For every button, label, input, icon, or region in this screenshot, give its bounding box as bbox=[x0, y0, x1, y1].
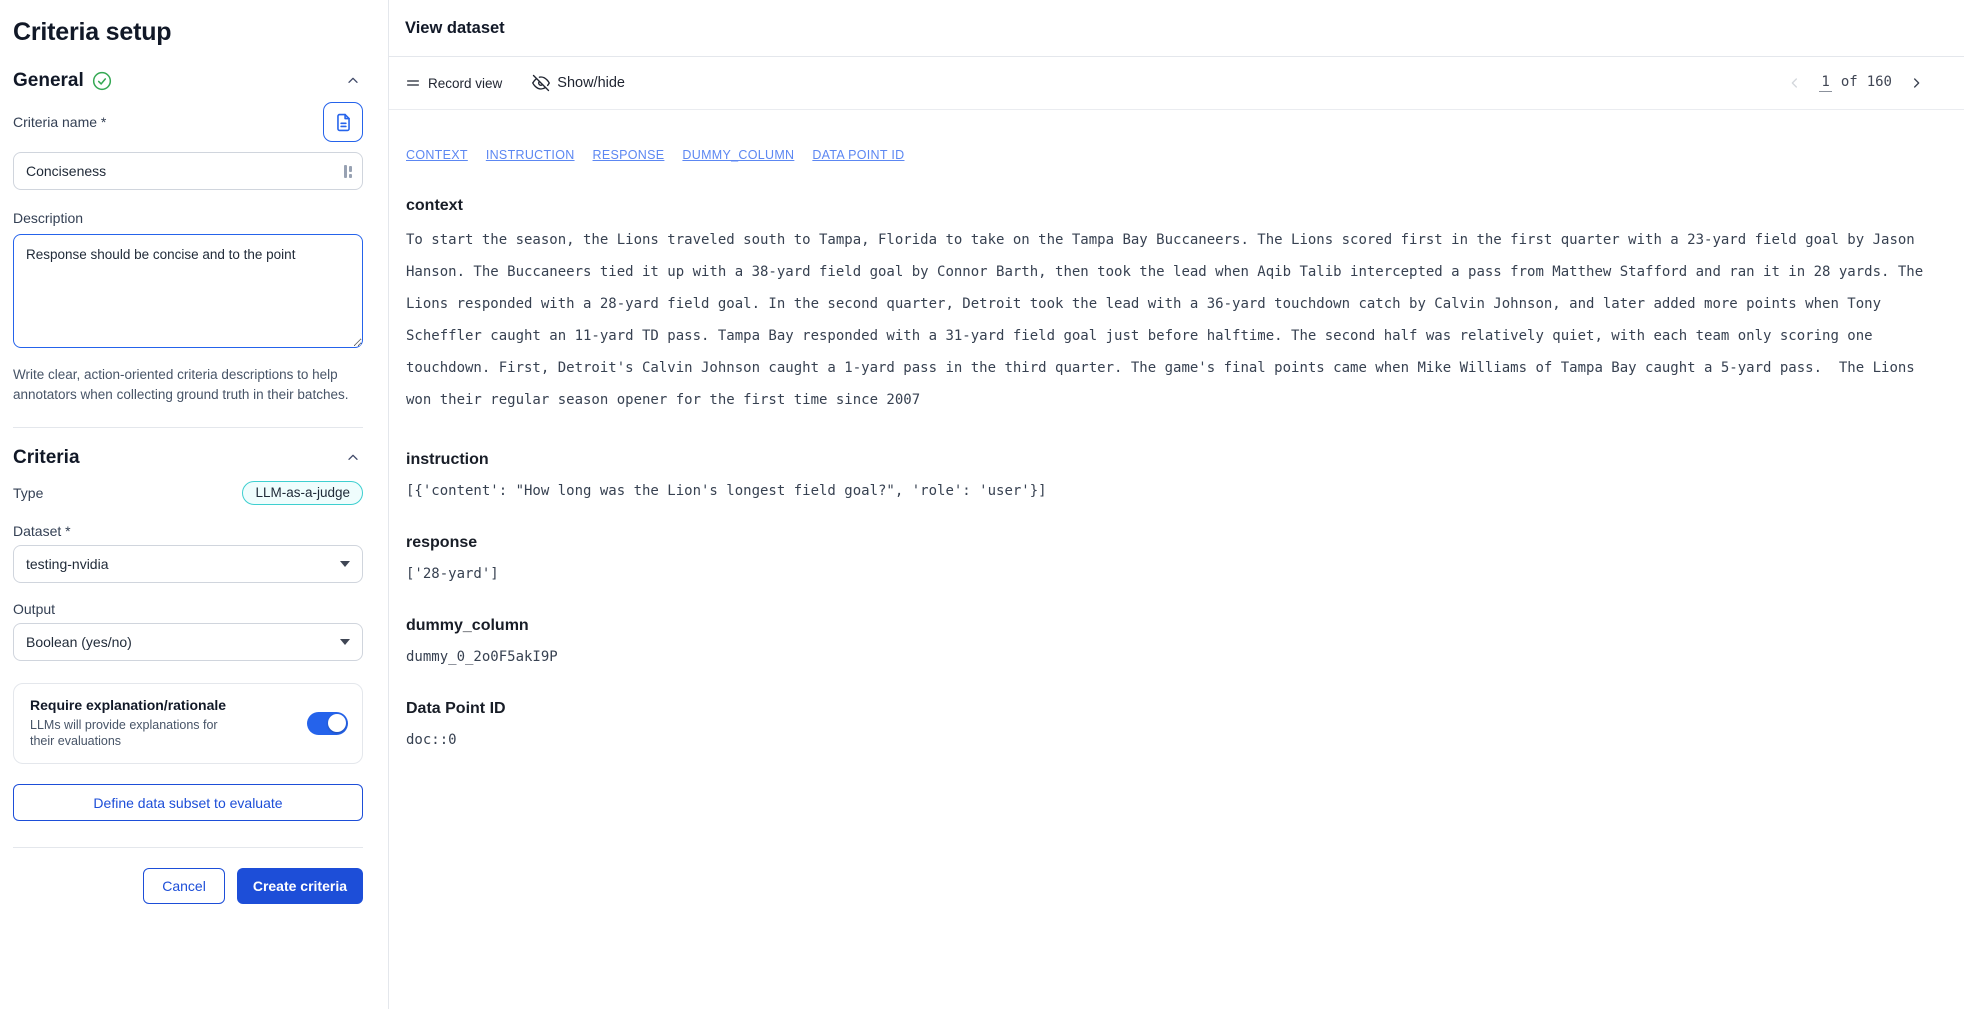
criteria-collapse-button[interactable] bbox=[343, 448, 363, 468]
previous-record-button[interactable] bbox=[1785, 73, 1805, 93]
autofill-extension-icon[interactable] bbox=[344, 164, 352, 178]
show-hide-label: Show/hide bbox=[557, 75, 625, 91]
criteria-setup-panel bbox=[0, 0, 389, 1009]
page-number-input[interactable]: 1 bbox=[1821, 74, 1830, 90]
instruction-heading: instruction bbox=[406, 451, 489, 468]
criteria-name-label: Criteria name * bbox=[13, 114, 107, 130]
data-point-id-value: doc::0 bbox=[406, 732, 457, 748]
column-links bbox=[406, 148, 1924, 162]
instruction-section bbox=[406, 451, 1924, 499]
document-icon bbox=[334, 113, 353, 132]
data-point-id-heading: Data Point ID bbox=[406, 700, 506, 717]
output-label: Output bbox=[13, 601, 56, 617]
context-heading: context bbox=[406, 197, 463, 214]
dataset-select[interactable] bbox=[13, 545, 363, 583]
caret-down-icon bbox=[340, 639, 350, 645]
cancel-button[interactable]: Cancel bbox=[143, 868, 225, 904]
general-collapse-button[interactable] bbox=[343, 71, 363, 91]
column-link-data-point-id[interactable]: DATA POINT ID bbox=[812, 148, 905, 162]
instruction-value: [{'content': "How long was the Lion's longest field goal?", 'role': 'user'}] bbox=[406, 483, 1047, 499]
require-explanation-title: Require explanation/rationale bbox=[30, 697, 227, 713]
output-selected-value: Boolean (yes/no) bbox=[26, 634, 132, 650]
criteria-name-field bbox=[13, 152, 363, 190]
response-section bbox=[406, 534, 1924, 582]
sidebar-footer-divider bbox=[13, 847, 363, 848]
type-row bbox=[13, 481, 363, 505]
view-dataset-title: View dataset bbox=[405, 18, 505, 37]
criteria-name-input[interactable] bbox=[26, 163, 344, 179]
chevron-up-icon bbox=[345, 73, 361, 89]
description-help-text: Write clear, action-oriented criteria descriptions to help annotators when collecting ground truth in their batches. bbox=[13, 367, 349, 402]
require-explanation-toggle[interactable] bbox=[307, 712, 348, 735]
dummy-column-value: dummy_0_2o0F5akI9P bbox=[406, 649, 558, 665]
define-data-subset-button[interactable]: Define data subset to evaluate bbox=[13, 784, 363, 821]
type-badge: LLM-as-a-judge bbox=[242, 481, 363, 505]
footer-buttons bbox=[13, 868, 363, 904]
column-link-dummy-column[interactable]: DUMMY_COLUMN bbox=[682, 148, 795, 162]
context-section bbox=[406, 197, 1932, 416]
criteria-section-header bbox=[13, 447, 363, 469]
description-textarea[interactable] bbox=[13, 234, 363, 348]
chevron-right-icon bbox=[1908, 75, 1924, 91]
check-circle-icon bbox=[92, 71, 112, 91]
column-link-response[interactable]: RESPONSE bbox=[592, 148, 665, 162]
page-title: Criteria setup bbox=[13, 18, 172, 46]
view-dataset-header bbox=[389, 0, 1964, 57]
eye-off-icon bbox=[532, 74, 550, 92]
dataset-label: Dataset * bbox=[13, 523, 71, 539]
view-dataset-panel bbox=[389, 0, 1964, 1009]
criteria-heading: Criteria bbox=[13, 447, 80, 468]
chevron-up-icon bbox=[345, 450, 361, 466]
document-template-button[interactable] bbox=[323, 102, 363, 142]
dummy-column-heading: dummy_column bbox=[406, 617, 529, 634]
page-total: 160 bbox=[1866, 74, 1892, 90]
general-section-header bbox=[13, 70, 363, 92]
chevron-left-icon bbox=[1787, 75, 1803, 91]
dummy-column-section bbox=[406, 617, 1924, 665]
create-criteria-button[interactable]: Create criteria bbox=[237, 868, 363, 904]
toggle-knob bbox=[328, 714, 346, 732]
record-view-button[interactable] bbox=[405, 75, 502, 91]
record-view-icon bbox=[405, 75, 421, 91]
require-explanation-subtitle: LLMs will provide explanations for their evaluations bbox=[30, 718, 218, 748]
general-heading: General bbox=[13, 70, 84, 91]
next-record-button[interactable] bbox=[1906, 73, 1926, 93]
data-point-id-section bbox=[406, 700, 1924, 748]
show-hide-button[interactable] bbox=[532, 74, 625, 92]
dataset-toolbar bbox=[389, 57, 1964, 110]
sidebar-divider bbox=[13, 427, 363, 428]
page-of-label: of bbox=[1840, 74, 1858, 90]
caret-down-icon bbox=[340, 561, 350, 567]
require-explanation-card bbox=[13, 683, 363, 764]
record-pager bbox=[1785, 73, 1926, 93]
page-indicator bbox=[1819, 74, 1892, 92]
criteria-name-row bbox=[13, 102, 363, 142]
response-heading: response bbox=[406, 534, 478, 551]
type-label: Type bbox=[13, 485, 44, 501]
record-content bbox=[389, 110, 1964, 748]
column-link-instruction[interactable]: INSTRUCTION bbox=[485, 148, 575, 162]
response-value: ['28-yard'] bbox=[406, 566, 499, 582]
column-link-context[interactable]: CONTEXT bbox=[406, 148, 468, 162]
dataset-selected-value: testing-nvidia bbox=[26, 556, 109, 572]
context-value: To start the season, the Lions traveled south to Tampa, Florida to take on the Tampa Bay Buccaneers. The Lions scored first in the first quarter with a 23-yard field goal by Jason Hanson. The Buccaneers tied it up with a 38-yard field goal by Connor Barth, then took the lead when Aqib Talib intercepted a pass from Matthew Stafford and ran it in 28 yards. The Lions responded with a 28-yard field goal. In the second quarter, Detroit took the lead with a 36-yard touchdown catch by Calvin Johnson, and later added more points when Tony Scheffler caught an 11-yard TD pass. Tampa Bay responded with a 31-yard field goal just before halftime. The second half was relatively quiet, with each team only scoring one touchdown. First, Detroit's Calvin Johnson caught a 1-yard pass in the third quarter. The game's final points came when Mike Williams of Tampa Bay caught a 5-yard pass. The Lions won their regular season opener for the first time since 2007 bbox=[406, 232, 1932, 408]
description-label: Description bbox=[13, 210, 84, 226]
record-view-label: Record view bbox=[428, 75, 503, 91]
output-select[interactable] bbox=[13, 623, 363, 661]
